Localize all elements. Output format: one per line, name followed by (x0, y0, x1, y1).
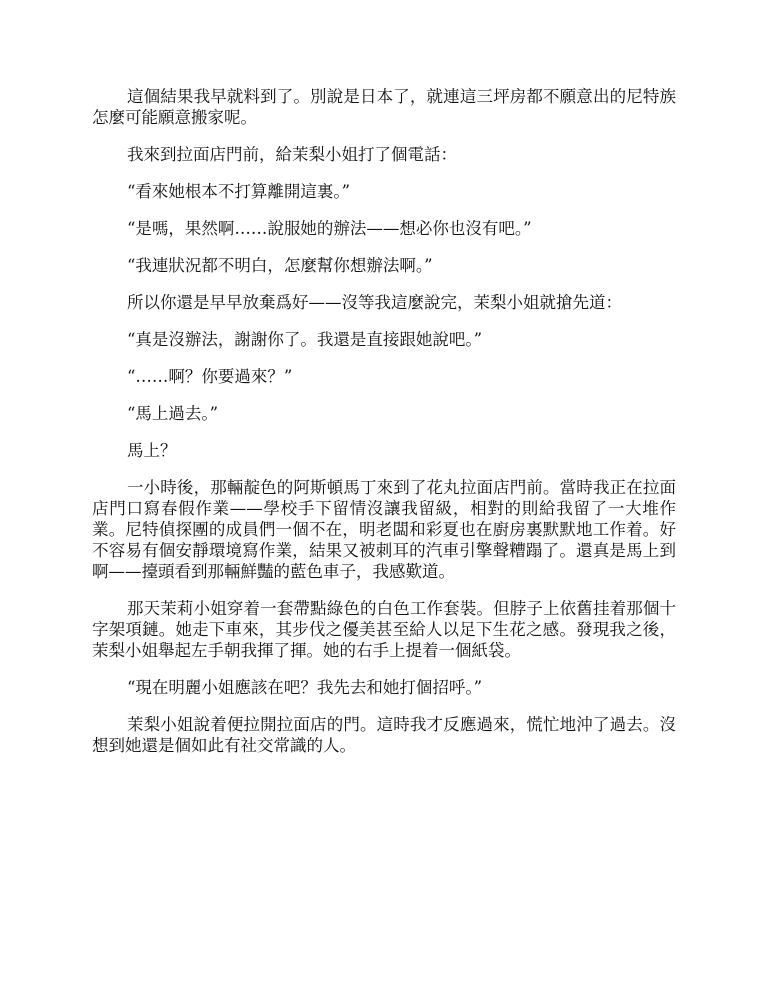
paragraph: 一小時後，那輛靛色的阿斯頓馬丁來到了花丸拉面店門前。當時我正在拉面店門口寫春假作業——學校手下留情沒讓我留級，相對的則給我留了一大堆作業。尼特偵探團的成員們一個不在，明老闆和彩夏也在廚房裏默默地工作着。好不容易有個安靜環境寫作業，結果又被刺耳的汽車引擎聲糟蹋了。還真是馬上到啊——擡頭看到那輛鮮豔的藍色車子，我感歎道。 (92, 478, 676, 581)
paragraph: 這個結果我早就料到了。別說是日本了，就連這三坪房都不願意出的尼特族怎麼可能願意搬家呢。 (92, 87, 676, 127)
paragraph: “真是沒辦法，謝謝你了。我還是直接跟她說吧。” (127, 330, 483, 349)
paragraph: “我連狀況都不明白，怎麼幫你想辦法啊。” (127, 256, 433, 275)
paragraph: “……啊？你要過來？” (127, 367, 293, 386)
paragraph: 馬上？ (127, 441, 177, 460)
paragraph: 所以你還是早早放棄爲好——沒等我這麼說完，茉梨小姐就搶先道： (127, 293, 622, 312)
paragraph: “馬上過去。” (127, 404, 219, 423)
paragraph: 茉梨小姐說着便拉開拉面店的門。這時我才反應過來，慌忙地沖了過去。沒想到她還是個如此有社交常識的人。 (92, 715, 676, 755)
document-page (92, 86, 676, 772)
paragraph: “現在明麗小姐應該在吧？我先去和她打個招呼。” (127, 678, 483, 697)
paragraph: 那天茉莉小姐穿着一套帶點綠色的白色工作套裝。但脖子上依舊挂着那個十字架項鏈。她走下車來，其步伐之優美甚至給人以足下生花之感。發現我之後，茉梨小姐舉起左手朝我揮了揮。她的右手上提着一個紙袋。 (92, 599, 676, 660)
paragraph: 我來到拉面店門前，給茉梨小姐打了個電話： (127, 145, 457, 164)
paragraph: “看來她根本不打算離開這裏。” (127, 182, 351, 201)
paragraph: “是嗎，果然啊……說服她的辦法——想必你也沒有吧。” (127, 219, 532, 238)
